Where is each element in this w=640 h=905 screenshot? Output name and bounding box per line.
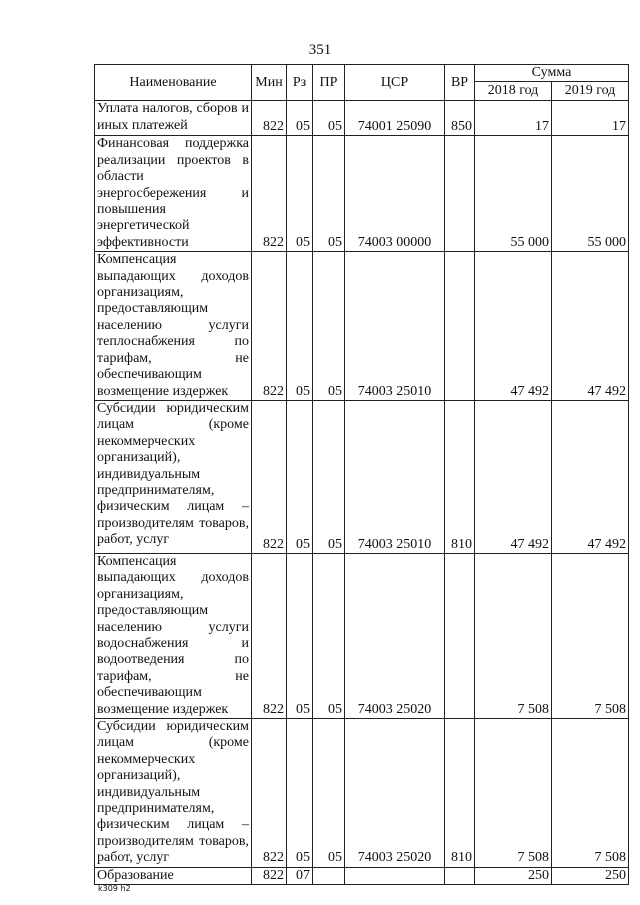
- cell-rz: 05: [287, 136, 313, 252]
- cell-rz: 05: [287, 400, 313, 553]
- header-rz: Рз: [287, 65, 313, 101]
- cell-pr: 05: [313, 553, 345, 718]
- cell-year-2019: 7 508: [552, 553, 629, 718]
- table-row: [95, 136, 629, 252]
- header-sum: Сумма: [475, 65, 629, 82]
- cell-rz: 05: [287, 718, 313, 867]
- budget-table: [94, 64, 629, 885]
- cell-year-2019: 47 492: [552, 400, 629, 553]
- table-row: [95, 400, 629, 553]
- header-pr: ПР: [313, 65, 345, 101]
- cell-vr: [445, 867, 475, 884]
- header-year-2018: 2018 год: [475, 82, 552, 101]
- cell-year-2018: 47 492: [475, 252, 552, 401]
- table-row: [95, 252, 629, 401]
- row-name-text: Субсидии юридическим лицам (кроме некоммерческих организаций), индивидуальным предпринимателям, физическим лицам – производителям товаров, работ, услуг: [97, 400, 249, 548]
- cell-year-2019: 250: [552, 867, 629, 884]
- cell-rz: 05: [287, 101, 313, 136]
- cell-name: [95, 101, 252, 136]
- table-row: [95, 867, 629, 884]
- header-name: Наименование: [95, 65, 252, 101]
- cell-year-2018: 7 508: [475, 553, 552, 718]
- cell-year-2018: 7 508: [475, 718, 552, 867]
- row-name-text: Компенсация выпадающих доходов организациям, предоставляющим населению услуги теплоснабжения по тарифам, не обеспечивающим возмещение издержек: [97, 252, 249, 399]
- cell-pr: 05: [313, 718, 345, 867]
- cell-min: 822: [252, 136, 287, 252]
- cell-csr: 74003 00000: [345, 136, 445, 252]
- cell-vr: [445, 252, 475, 401]
- cell-min: 822: [252, 400, 287, 553]
- cell-name: [95, 252, 252, 401]
- cell-year-2019: 47 492: [552, 252, 629, 401]
- cell-name: [95, 718, 252, 867]
- header-year-2019: 2019 год: [552, 82, 629, 101]
- cell-year-2018: 55 000: [475, 136, 552, 252]
- cell-rz: 05: [287, 252, 313, 401]
- cell-min: 822: [252, 252, 287, 401]
- row-name-text: Компенсация выпадающих доходов организациям, предоставляющим населению услуги водоснабжения и водоотведения по тарифам, не обеспечивающим возмещение издержек: [97, 553, 249, 717]
- cell-name: [95, 400, 252, 553]
- cell-year-2019: 17: [552, 101, 629, 136]
- cell-min: 822: [252, 718, 287, 867]
- cell-name: [95, 867, 252, 884]
- cell-pr: 05: [313, 252, 345, 401]
- cell-vr: 850: [445, 101, 475, 136]
- cell-min: 822: [252, 867, 287, 884]
- cell-csr: 74003 25020: [345, 553, 445, 718]
- cell-year-2018: 250: [475, 867, 552, 884]
- cell-csr: [345, 867, 445, 884]
- cell-year-2019: 55 000: [552, 136, 629, 252]
- cell-csr: 74001 25090: [345, 101, 445, 136]
- header-vr: ВР: [445, 65, 475, 101]
- row-name-text: Уплата налогов, сборов и иных платежей: [97, 101, 249, 133]
- cell-pr: 05: [313, 101, 345, 136]
- cell-name: [95, 136, 252, 252]
- table-row: [95, 718, 629, 867]
- cell-min: 822: [252, 553, 287, 718]
- cell-pr: 05: [313, 400, 345, 553]
- header-min: Мин: [252, 65, 287, 101]
- cell-csr: 74003 25010: [345, 252, 445, 401]
- cell-year-2019: 7 508: [552, 718, 629, 867]
- cell-vr: [445, 136, 475, 252]
- table-row: [95, 101, 629, 136]
- cell-name: [95, 553, 252, 718]
- cell-year-2018: 17: [475, 101, 552, 136]
- row-name-text: Финансовая поддержка реализации проектов в области энергосбережения и повышения энергетической эффективности: [97, 136, 249, 250]
- cell-pr: 05: [313, 136, 345, 252]
- cell-rz: 05: [287, 553, 313, 718]
- table-body: [95, 101, 629, 885]
- cell-pr: [313, 867, 345, 884]
- row-name-text: Субсидии юридическим лицам (кроме некоммерческих организаций), индивидуальным предпринимателям, физическим лицам – производителям товаров, работ, услуг: [97, 718, 249, 866]
- page-number: 351: [308, 42, 332, 58]
- cell-rz: 07: [287, 867, 313, 884]
- table-row: [95, 553, 629, 718]
- header-row-1: [95, 65, 629, 82]
- header-csr: ЦСР: [345, 65, 445, 101]
- cell-vr: 810: [445, 718, 475, 867]
- footer-code: k309 h2: [98, 884, 131, 893]
- cell-min: 822: [252, 101, 287, 136]
- cell-csr: 74003 25010: [345, 400, 445, 553]
- cell-csr: 74003 25020: [345, 718, 445, 867]
- cell-year-2018: 47 492: [475, 400, 552, 553]
- row-name-text: Образование: [97, 867, 174, 883]
- cell-vr: [445, 553, 475, 718]
- cell-vr: 810: [445, 400, 475, 553]
